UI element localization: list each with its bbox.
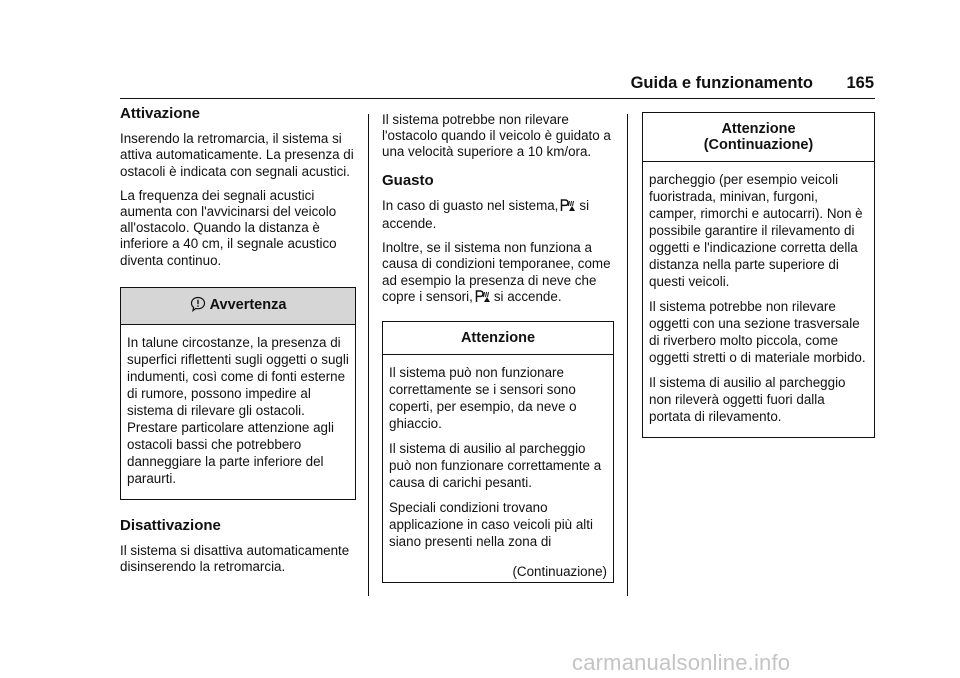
caution-text: Il sistema di ausilio al parcheggio può non funzionare correttamente a causa di carichi pesanti. — [389, 441, 602, 491]
warning-body — [121, 325, 355, 499]
caution-text: Speciali condizioni trovano applicazione in caso veicoli più alti siano presenti nella zona di — [389, 500, 593, 550]
parking-sensor-icon — [475, 290, 491, 307]
paragraph: Inserendo la retromarcia, il sistema si attiva automaticamente. La presenza di ostacoli è indicata con segnali acustici. — [120, 131, 354, 179]
heading-disattivazione: Disattivazione — [120, 517, 221, 535]
continuation-note: (Continuazione) — [512, 564, 607, 580]
caution-text: parcheggio (per esempio veicoli fuoristrada, minivan, furgoni, camper, rimorchi e autocarri). Non è possibile garantire il rilevamento di oggetti e l'indicazione corretta della distanza nella parte superiore di questi veicoli. — [649, 172, 863, 290]
warning-text: In talune circostanze, la presenza di superfici riflettenti sugli oggetti o sugli indumenti, così come di fonti esterne di rumore, possono impedire al sistema di rilevare gli ostacoli. Prestare particolare attenzione agli ostacoli bassi che potrebbero danneggiare la parte inferiore del paraurti. — [127, 335, 349, 487]
paragraph: La frequenza dei segnali acustici aumenta con l'avvicinarsi del veicolo all'ostacolo. Quando la distanza è inferiore a 40 cm, il segnale acustico diventa continuo. — [120, 187, 337, 268]
warning-title: Avvertenza — [209, 296, 287, 313]
caution-header-continued — [643, 113, 874, 162]
caution-text: Il sistema di ausilio al parcheggio non rileverà oggetti fuori dalla portata di rilevamento. — [649, 375, 846, 425]
column-left — [120, 106, 356, 584]
text-fragment: Inoltre, se il sistema non funziona a causa di condizioni temporanee, come ad esempio la presenza di neve che copre i sensori, — [382, 240, 611, 304]
warning-box — [120, 287, 356, 500]
caution-text: Il sistema può non funzionare correttamente se i sensori sono coperti, per esempio, da neve o ghiaccio. — [389, 365, 577, 432]
heading-guasto: Guasto — [382, 171, 434, 189]
section-title: Guida e funzionamento — [630, 74, 813, 92]
caution-box-continued — [642, 112, 875, 438]
text-fragment: si accende. — [493, 288, 562, 304]
column-divider — [368, 114, 369, 596]
caution-subtitle: (Continuazione) — [703, 137, 814, 154]
paragraph: Il sistema si disattiva automaticamente disinserendo la retromarcia. — [120, 543, 350, 575]
page-header — [120, 74, 875, 99]
caution-title: Attenzione — [721, 121, 796, 137]
column-divider — [627, 114, 628, 596]
warning-icon — [190, 296, 206, 316]
caution-body-continued — [643, 162, 874, 437]
page-number: 165 — [846, 74, 874, 92]
parking-sensor-icon — [560, 199, 576, 216]
caution-body — [383, 355, 613, 564]
warning-header — [121, 288, 355, 325]
caution-header: Attenzione — [383, 322, 613, 355]
text-fragment: si accende. — [382, 197, 590, 232]
column-right — [642, 112, 875, 438]
paragraph — [382, 198, 614, 232]
site-watermark: carmanualsonline.info — [572, 650, 791, 675]
paragraph — [382, 240, 614, 307]
caution-text: Il sistema potrebbe non rilevare oggetti con una sezione trasversale di riverbero molto piccola, come oggetti stretti o di materiale morbido. — [649, 299, 866, 366]
text-fragment: In caso di guasto nel sistema, — [382, 197, 559, 213]
column-middle — [382, 112, 614, 583]
paragraph: Il sistema potrebbe non rilevare l'ostacolo quando il veicolo è guidato a una velocità superiore a 10 km/ora. — [382, 112, 611, 160]
caution-box — [382, 321, 614, 583]
heading-attivazione: Attivazione — [120, 105, 201, 122]
